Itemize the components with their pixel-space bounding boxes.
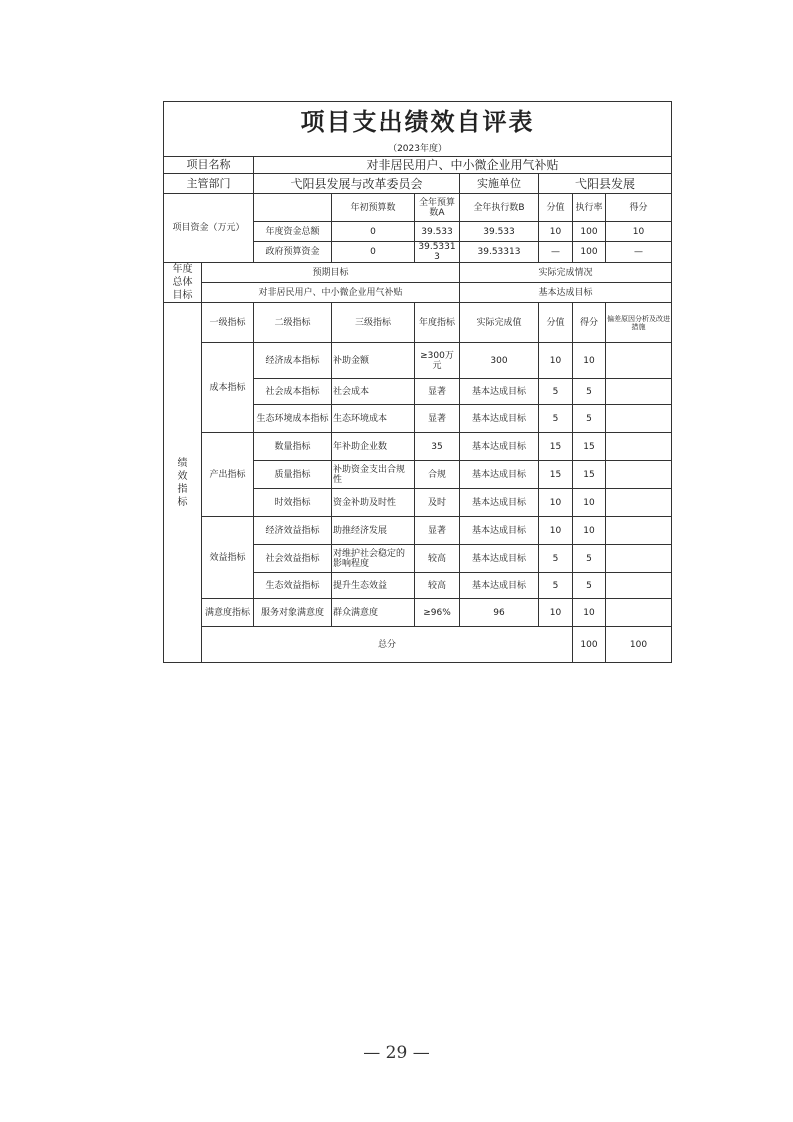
total-initial: 0 (332, 222, 415, 242)
indicator-actual: 基本达成目标 (460, 545, 539, 573)
indicator-level3: 助推经济发展 (332, 517, 415, 545)
indicator-actual: 基本达成目标 (460, 489, 539, 517)
annual-target-header: 年度指标 (415, 303, 460, 343)
indicator-level3: 补助资金支出合规性 (332, 461, 415, 489)
perf-indicators-text: 绩效指标 (177, 457, 188, 508)
indicator-deviation (606, 405, 672, 433)
indicator-level2: 生态环境成本指标 (254, 405, 332, 433)
group-level1: 产出指标 (202, 433, 254, 517)
self-evaluation-sheet (163, 101, 671, 663)
indicator-score: 5 (573, 573, 606, 599)
indicator-value: 10 (539, 489, 573, 517)
indicator-value: 5 (539, 405, 573, 433)
gov-score: — (606, 242, 672, 263)
indicator-actual: 基本达成目标 (460, 517, 539, 545)
gov-initial: 0 (332, 242, 415, 263)
indicator-level3: 资金补助及时性 (332, 489, 415, 517)
ind-score-header: 得分 (573, 303, 606, 343)
indicator-score: 10 (573, 489, 606, 517)
indicator-deviation (606, 343, 672, 379)
actual-value-header: 实际完成值 (460, 303, 539, 343)
overall-goal-text: 年度总体目标 (172, 264, 193, 301)
exec-rate-header: 执行率 (573, 194, 606, 222)
indicator-score: 10 (573, 599, 606, 627)
total-annual: 39.533 (415, 222, 460, 242)
indicator-deviation (606, 573, 672, 599)
indicator-deviation (606, 545, 672, 573)
actual-status-header: 实际完成情况 (460, 263, 672, 283)
indicator-deviation (606, 599, 672, 627)
group-level1: 效益指标 (202, 517, 254, 599)
indicator-value: 15 (539, 461, 573, 489)
indicator-actual: 300 (460, 343, 539, 379)
indicator-value: 10 (539, 599, 573, 627)
total-rate: 100 (573, 222, 606, 242)
indicator-value: 5 (539, 379, 573, 405)
indicator-deviation (606, 433, 672, 461)
indicator-actual: 基本达成目标 (460, 433, 539, 461)
indicator-level2: 经济效益指标 (254, 517, 332, 545)
indicator-value: 15 (539, 433, 573, 461)
funds-header-blank (254, 194, 332, 222)
indicator-level3: 生态环境成本 (332, 405, 415, 433)
group-level1: 满意度指标 (202, 599, 254, 627)
indicator-level3: 群众满意度 (332, 599, 415, 627)
indicator-actual: 基本达成目标 (460, 461, 539, 489)
indicator-target: 显著 (415, 517, 460, 545)
indicator-actual: 基本达成目标 (460, 573, 539, 599)
executed-header: 全年执行数B (460, 194, 539, 222)
indicator-level2: 经济成本指标 (254, 343, 332, 379)
total-score: 10 (606, 222, 672, 242)
total-value: 100 (573, 627, 606, 663)
indicator-level2: 质量指标 (254, 461, 332, 489)
indicator-actual: 基本达成目标 (460, 405, 539, 433)
indicator-target: ≥96% (415, 599, 460, 627)
indicator-level3: 对维护社会稳定的影响程度 (332, 545, 415, 573)
total-score-sum: 100 (606, 627, 672, 663)
fiscal-year: （2023年度） (164, 142, 672, 157)
indicator-score: 5 (573, 405, 606, 433)
indicator-value: 10 (539, 517, 573, 545)
indicator-level2: 服务对象满意度 (254, 599, 332, 627)
indicator-score: 10 (573, 343, 606, 379)
gov-score-value: — (539, 242, 573, 263)
group-level1: 成本指标 (202, 343, 254, 433)
total-label: 总分 (202, 627, 573, 663)
indicator-score: 15 (573, 433, 606, 461)
total-executed: 39.533 (460, 222, 539, 242)
gov-rate: 100 (573, 242, 606, 263)
indicator-actual: 基本达成目标 (460, 379, 539, 405)
indicator-score: 15 (573, 461, 606, 489)
initial-budget-header: 年初预算数 (332, 194, 415, 222)
planned-goal-value: 对非居民用户、中小微企业用气补贴 (202, 283, 460, 303)
department-value: 弋阳县发展与改革委员会 (254, 174, 460, 194)
indicator-target: 显著 (415, 405, 460, 433)
indicator-value: 10 (539, 343, 573, 379)
indicator-level2: 时效指标 (254, 489, 332, 517)
indicator-target: 较高 (415, 545, 460, 573)
implementer-label: 实施单位 (460, 174, 539, 194)
indicator-value: 5 (539, 573, 573, 599)
indicator-deviation (606, 489, 672, 517)
indicator-level3: 补助金额 (332, 343, 415, 379)
indicator-deviation (606, 461, 672, 489)
planned-goal-header: 预期目标 (202, 263, 460, 283)
implementer-value: 弋阳县发展 (539, 174, 672, 194)
level1-header: 一级指标 (202, 303, 254, 343)
total-funds-label: 年度资金总额 (254, 222, 332, 242)
indicator-level3: 年补助企业数 (332, 433, 415, 461)
indicator-level3: 社会成本 (332, 379, 415, 405)
overall-goal-label (164, 263, 202, 303)
indicator-score: 10 (573, 517, 606, 545)
indicator-target: 合规 (415, 461, 460, 489)
indicator-level2: 社会效益指标 (254, 545, 332, 573)
actual-status-value: 基本达成目标 (460, 283, 672, 303)
ind-score-value-header: 分值 (539, 303, 573, 343)
funds-label: 项目资金（万元） (164, 194, 254, 263)
perf-indicators-label (164, 303, 202, 663)
indicator-deviation (606, 379, 672, 405)
indicator-actual: 96 (460, 599, 539, 627)
indicator-level2: 社会成本指标 (254, 379, 332, 405)
gov-funds-label: 政府预算资金 (254, 242, 332, 263)
indicator-target: 较高 (415, 573, 460, 599)
score-value-header: 分值 (539, 194, 573, 222)
annual-budget-header: 全年预算数A (415, 194, 460, 222)
total-score-value: 10 (539, 222, 573, 242)
indicator-score: 5 (573, 545, 606, 573)
level2-header: 二级指标 (254, 303, 332, 343)
indicator-level2: 数量指标 (254, 433, 332, 461)
level3-header: 三级指标 (332, 303, 415, 343)
indicator-score: 5 (573, 379, 606, 405)
indicator-target: 显著 (415, 379, 460, 405)
indicator-level2: 生态效益指标 (254, 573, 332, 599)
gov-executed: 39.53313 (460, 242, 539, 263)
project-name-value: 对非居民用户、中小微企业用气补贴 (254, 157, 672, 174)
department-label: 主管部门 (164, 174, 254, 194)
deviation-header: 偏差原因分析及改进措施 (606, 303, 672, 343)
indicator-target: ≥300万元 (415, 343, 460, 379)
indicator-target: 及时 (415, 489, 460, 517)
indicator-level3: 提升生态效益 (332, 573, 415, 599)
indicator-value: 5 (539, 545, 573, 573)
project-name-label: 项目名称 (164, 157, 254, 174)
page-number: — 29 — (363, 1043, 430, 1063)
indicator-target: 35 (415, 433, 460, 461)
document-title: 项目支出绩效自评表 (164, 102, 672, 143)
evaluation-table (163, 101, 672, 663)
score-header: 得分 (606, 194, 672, 222)
indicator-deviation (606, 517, 672, 545)
gov-annual: 39.53313 (415, 242, 460, 263)
